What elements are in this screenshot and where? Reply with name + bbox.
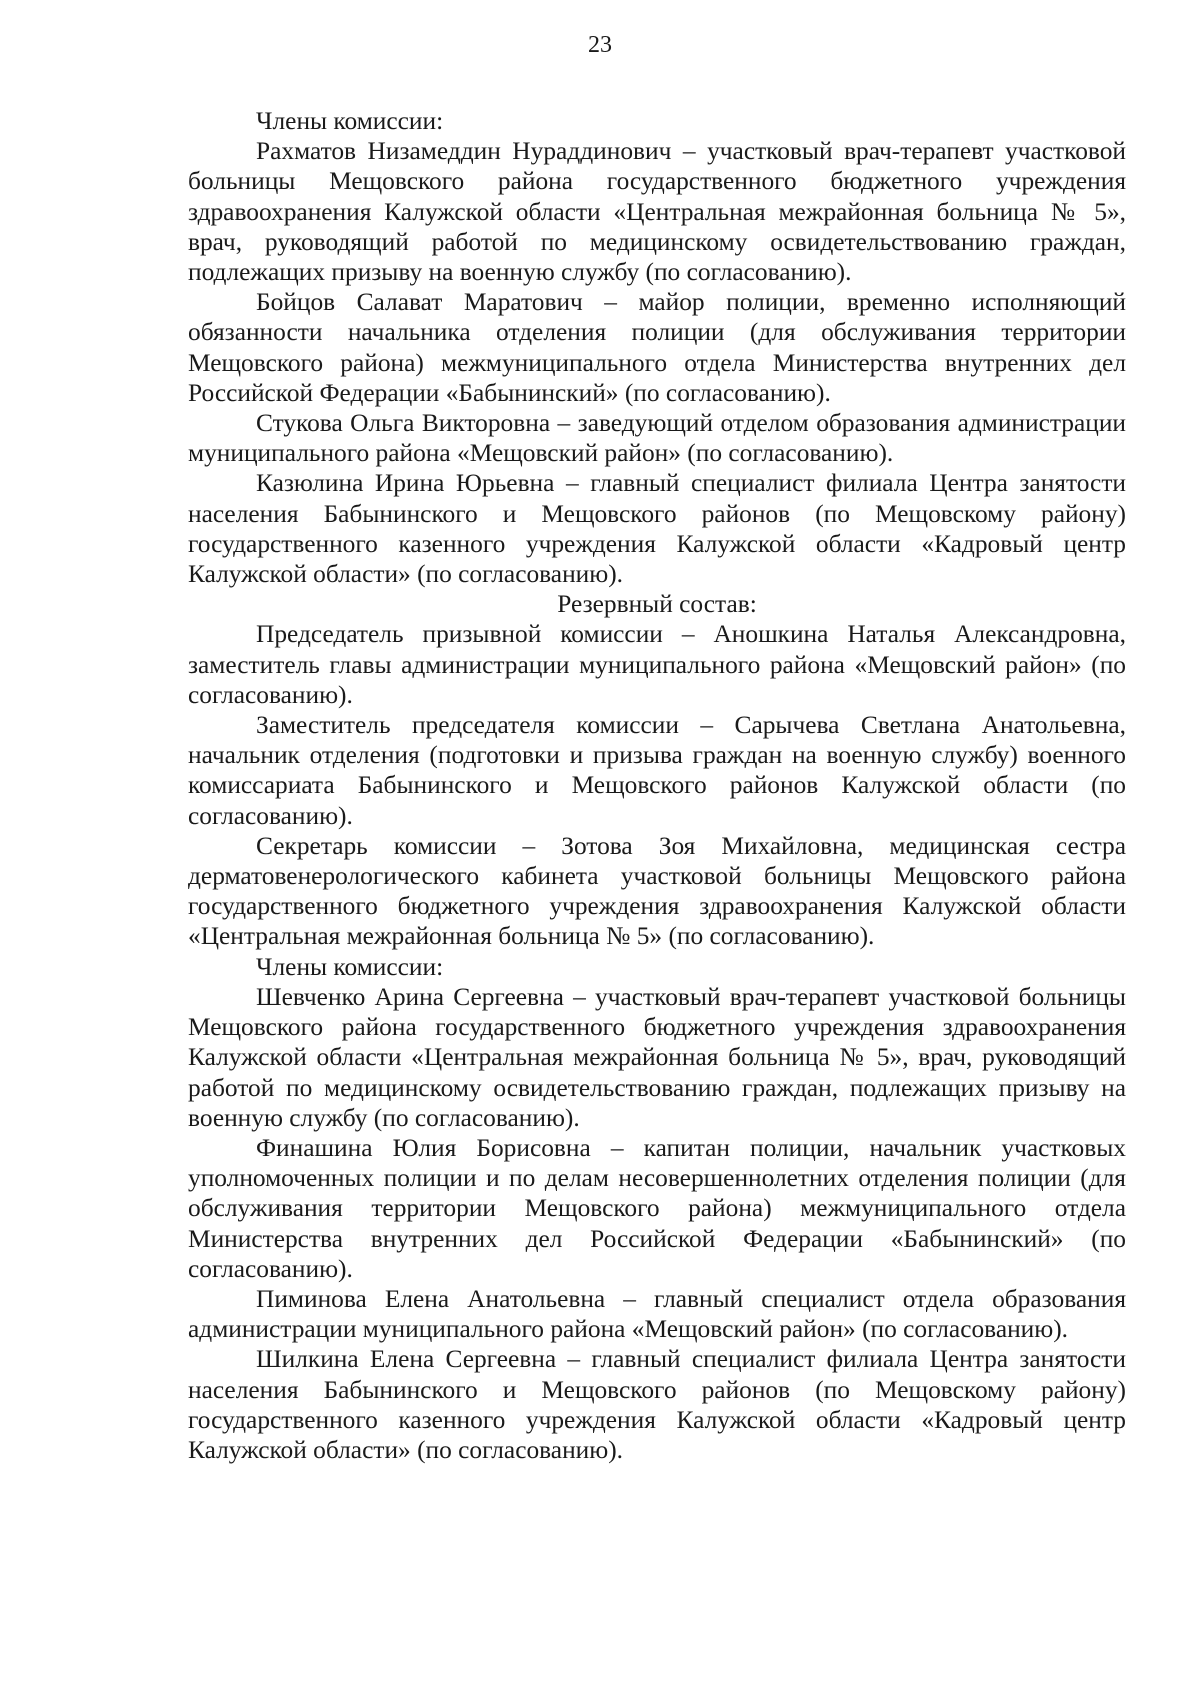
members-heading: Члены комиссии: <box>256 107 444 135</box>
page-number: 23 <box>588 32 612 58</box>
member-paragraph: Шевченко Арина Сергеевна – участковый врач-терапевт участковой больницы Мещовского района государственного бюджетного учреждения здравоохранения Калужской области «Центральная межрайонная больница № 5», врач, руководящий работой по медицинскому освидетельствованию граждан, подлежащих призыву на военную службу (по согласованию). <box>188 982 1126 1132</box>
member-paragraph: Финашина Юлия Борисовна – капитан полиции, начальник участковых уполномоченных полиции и по делам несовершеннолетних отделения полиции (для обслуживания территории Мещовского района) межмуниципального отдела Министерства внутренних дел Российской Федерации «Бабынинский» (по согласованию). <box>188 1133 1126 1283</box>
members-heading: Члены комиссии: <box>256 952 444 981</box>
reserve-heading: Резервный состав: <box>557 590 757 619</box>
member-paragraph: Рахматов Низамеддин Нураддинович – участковый врач-терапевт участковой больницы Мещовского района государственного бюджетного учреждения здравоохранения Калужской области «Центральная межрайонная больница № 5», врач, руководящий работой по медицинскому освидетельствованию граждан, подлежащих призыву на военную службу (по согласованию). <box>188 137 1126 287</box>
member-paragraph: Казюлина Ирина Юрьевна – главный специалист филиала Центра занятости населения Бабынинского и Мещовского районов (по Мещовскому району) государственного казенного учреждения Калужской области «Кадровый центр Калужской области» (по согласованию). <box>188 469 1126 589</box>
deputy-chairman-paragraph: Заместитель председателя комиссии – Сарычева Светлана Анатольевна, начальник отделения (подготовки и призыва граждан на военную службу) военного комиссариата Бабынинского и Мещовского районов Калужской области (по согласованию). <box>188 711 1126 830</box>
member-paragraph: Пиминова Елена Анатольевна – главный специалист отдела образования администрации муниципального района «Мещовский район» (по согласованию). <box>188 1284 1126 1344</box>
member-paragraph: Бойцов Салават Маратович – майор полиции, временно исполняющий обязанности начальника отделения полиции (для обслуживания территории Мещовского района) межмуниципального отдела Министерства внутренних дел Российской Федерации «Бабынинский» (по согласованию). <box>188 288 1126 407</box>
member-paragraph: Стукова Ольга Викторовна – заведующий отделом образования администрации муниципального района «Мещовский район» (по согласованию). <box>188 409 1126 468</box>
secretary-paragraph: Секретарь комиссии – Зотова Зоя Михайловна, медицинская сестра дерматовенерологического кабинета участковой больницы Мещовского района государственного бюджетного учреждения здравоохранения Калужской области «Центральная межрайонная больница № 5» (по согласованию). <box>188 831 1126 951</box>
member-paragraph: Шилкина Елена Сергеевна – главный специалист филиала Центра занятости населения Бабынинского и Мещовского районов (по Мещовскому району) государственного казенного учреждения Калужской области «Кадровый центр Калужской области» (по согласованию). <box>188 1345 1126 1464</box>
chairman-paragraph: Председатель призывной комиссии – Аношкина Наталья Александровна, заместитель главы администрации муниципального района «Мещовский район» (по согласованию). <box>188 620 1126 709</box>
document-body <box>188 106 1126 1465</box>
